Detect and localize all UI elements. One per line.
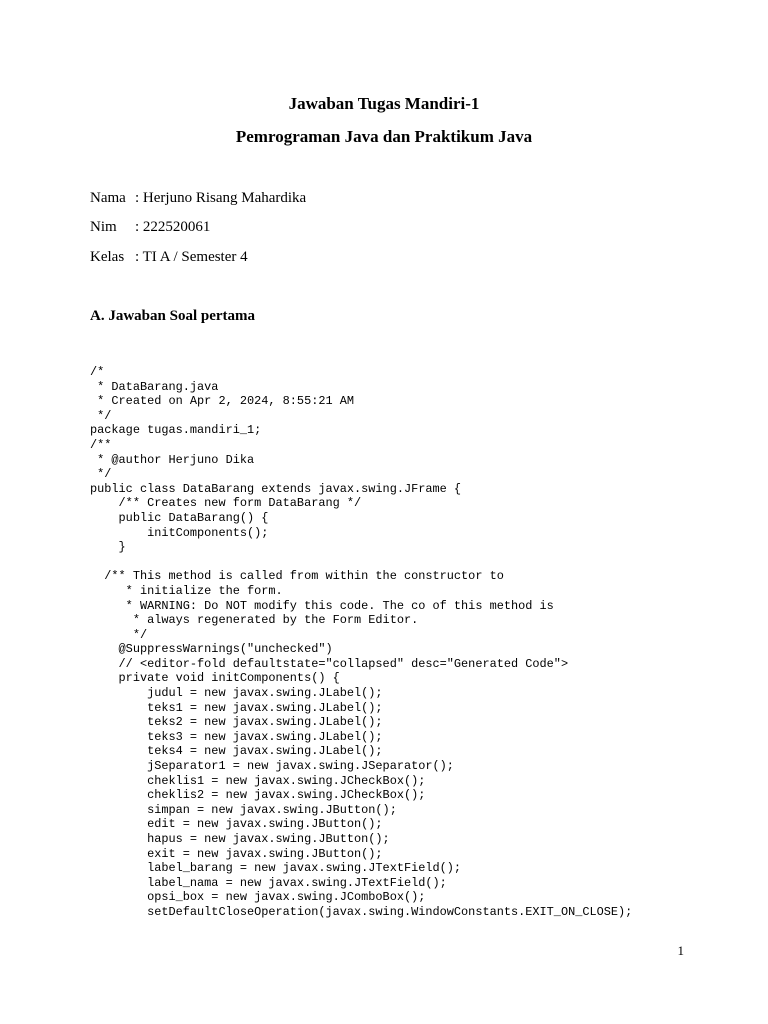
document-title: Jawaban Tugas Mandiri-1 [288,94,480,113]
code-line: * @author Herjuno Dika [90,452,255,467]
info-row-kelas [90,248,248,266]
code-line: edit = new javax.swing.JButton(); [90,817,383,832]
code-line: judul = new javax.swing.JLabel(); [90,686,383,701]
code-line: * WARNING: Do NOT modify this code. The co of this method is [90,598,554,613]
code-line: * initialize the form. [90,583,283,598]
code-line: /* [90,365,105,379]
code-line: teks1 = new javax.swing.JLabel(); [90,700,383,715]
code-line: // <editor-fold defaultstate="collapsed" desc="Generated Code"> [90,656,569,671]
code-line: * Created on Apr 2, 2024, 8:55:21 AM [90,394,355,409]
code-line: jSeparator1 = new javax.swing.JSeparator(); [90,759,454,774]
code-line: label_barang = new javax.swing.JTextField(); [90,861,462,876]
code-line: /** Creates new form DataBarang */ [90,496,362,511]
code-line: */ [90,408,112,423]
code-line: opsi_box = new javax.swing.JComboBox(); [90,890,426,905]
code-line: /** [90,437,112,452]
code-line: initComponents(); [90,525,269,540]
code-line: cheklis2 = new javax.swing.JCheckBox(); [90,788,426,803]
code-line: package tugas.mandiri_1; [90,423,262,438]
nim-label: Nim [90,219,117,235]
code-line: */ [90,467,112,482]
kelas-value: : TI A / Semester 4 [135,249,248,265]
info-row-nim [90,218,210,236]
code-line: private void initComponents() { [90,671,340,686]
nama-value: : Herjuno Risang Mahardika [135,190,307,206]
code-block [90,365,632,920]
code-line: teks3 = new javax.swing.JLabel(); [90,729,383,744]
code-line [90,555,632,570]
nim-value: : 222520061 [135,219,211,235]
kelas-label: Kelas [90,249,125,265]
info-row-nama [90,189,306,207]
code-line: * DataBarang.java [90,379,219,394]
code-line: } [90,540,126,555]
section-heading: A. Jawaban Soal pertama [90,308,256,324]
code-line: teks2 = new javax.swing.JLabel(); [90,715,383,730]
code-line: hapus = new javax.swing.JButton(); [90,832,390,846]
code-line: public DataBarang() { [90,510,269,525]
code-line: public class DataBarang extends javax.swing.JFrame { [90,481,462,496]
code-line: setDefaultCloseOperation(javax.swing.WindowConstants.EXIT_ON_CLOSE); [90,904,633,919]
code-line: label_nama = new javax.swing.JTextField(); [90,875,447,890]
code-line: cheklis1 = new javax.swing.JCheckBox(); [90,773,426,788]
code-line: * always regenerated by the Form Editor. [90,613,419,628]
page-number: 1 [677,943,684,958]
code-line: teks4 = new javax.swing.JLabel(); [90,744,383,759]
code-line: simpan = new javax.swing.JButton(); [90,802,397,817]
document-subtitle: Pemrograman Java dan Praktikum Java [235,127,533,146]
code-line: @SuppressWarnings("unchecked") [90,642,333,657]
code-line: /** This method is called from within the constructor to [90,569,504,584]
nama-label: Nama [90,190,126,206]
code-line: exit = new javax.swing.JButton(); [90,846,383,861]
code-line: */ [90,627,148,642]
